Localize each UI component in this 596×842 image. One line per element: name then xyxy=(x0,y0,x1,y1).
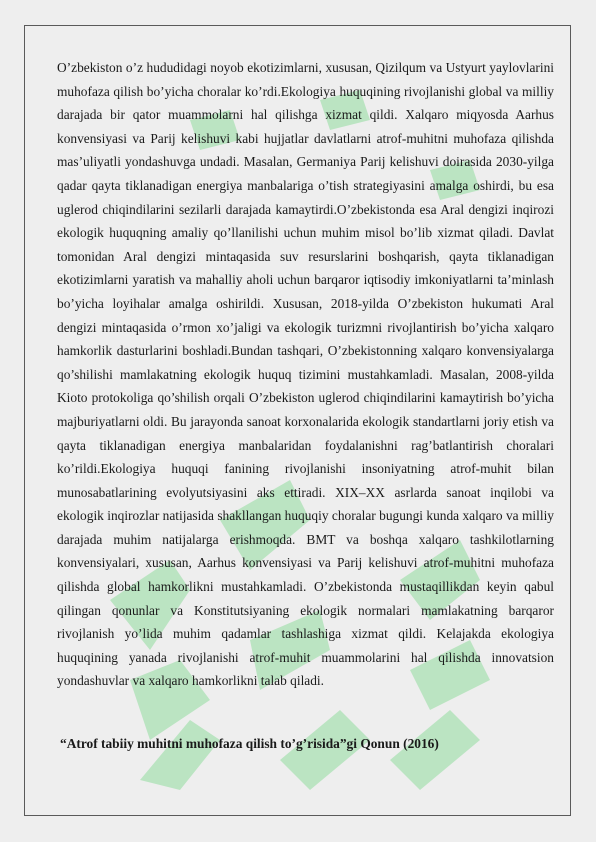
body-paragraph: O’zbekiston o’z hududidagi noyob ekotizimlarni, xususan, Qizilqum va Ustyurt yaylovlarini muhofaza qilish bo’yicha choralar ko’rdi.Ekologiya huquqining rivojlanishi global va milliy darajada bir qator muammolarni hal qilishga xizmat qildi. Xalqaro miqyosda Aarhus konvensiyasi va Parij kelishuvi kabi hujjatlar davlatlarni atrof-muhitni muhofaza qilishda mas’uliyatli yondashuvga undadi. Masalan, Germaniya Parij kelishuvi doirasida 2030-yilga qadar qayta tiklanadigan energiya manbalariga o’tish strategiyasini amalga oshirdi, bu esa uglerod chiqindilarini sezilarli darajada kamaytirdi.O’zbekistonda esa Aral dengizi inqirozi ekologik huquqning amaliy qo’llanilishi uchun muhim misol bo’lib xizmat qiladi. Davlat tomonidan Aral dengizi mintaqasida suv resurslarini boshqarish, qayta tiklanadigan ekotizimlarni yaratish va mahalliy aholi uchun barqaror iqtisodiy imkoniyatlarni ta’minlash bo’yicha loyihalar amalga oshirildi. Xususan, 2018-yilda O’zbekiston hukumati Aral dengizi mintaqasida o’rmon xo’jaligi va ekologik turizmni rivojlantirish bo’yicha xalqaro hamkorlik dasturlarini boshladi.Bundan tashqari, O’zbekistonning xalqaro konvensiyalarga qo’shilishi mamlakatning ekologik huquq tizimini mustahkamladi. Masalan, 2008-yilda Kioto protokoliga qo’shilish orqali O’zbekiston uglerod chiqindilarini kamaytirish bo’yicha majburiyatlarni oldi. Bu jarayonda sanoat korxonalarida ekologik standartlarni joriy etish va qayta tiklanadigan energiya manbalaridan foydalanishni rag’batlantirish choralari ko’rildi.Ekologiya huquqi fanining rivojlanishi insoniyatning atrof-muhit bilan munosabatlarining evolyutsiyasini aks ettiradi. XIX–XX asrlarda sanoat inqilobi va ekologik inqirozlar natijasida shakllangan huquqiy choralar bugungi kunda xalqaro va milliy darajada muhim natijalarga erishmoqda. BMT va boshqa xalqaro tashkilotlarning konvensiyalari, xususan, Aarhus konvensiyasi va Parij kelishuvi atrof-muhitni muhofaza qilishda global hamkorlikni mustahkamladi. O’zbekistonda mustaqillikdan keyin qabul qilingan qonunlar va Konstitutsiyaning ekologik normalari mamlakatning barqaror rivojlanish yo’lida muhim qadamlar tashlashiga xizmat qildi. Kelajakda ekologiya huquqining yanada rivojlanishi atrof-muhit muammolarini hal qilishda innovatsion yondashuvlar va xalqaro hamkorlikni talab qiladi. xyxy=(57,60,554,689)
law-title: “Atrof tabiiy muhitni muhofaza qilish to’g’risida”gi Qonun (2016) xyxy=(60,736,439,751)
